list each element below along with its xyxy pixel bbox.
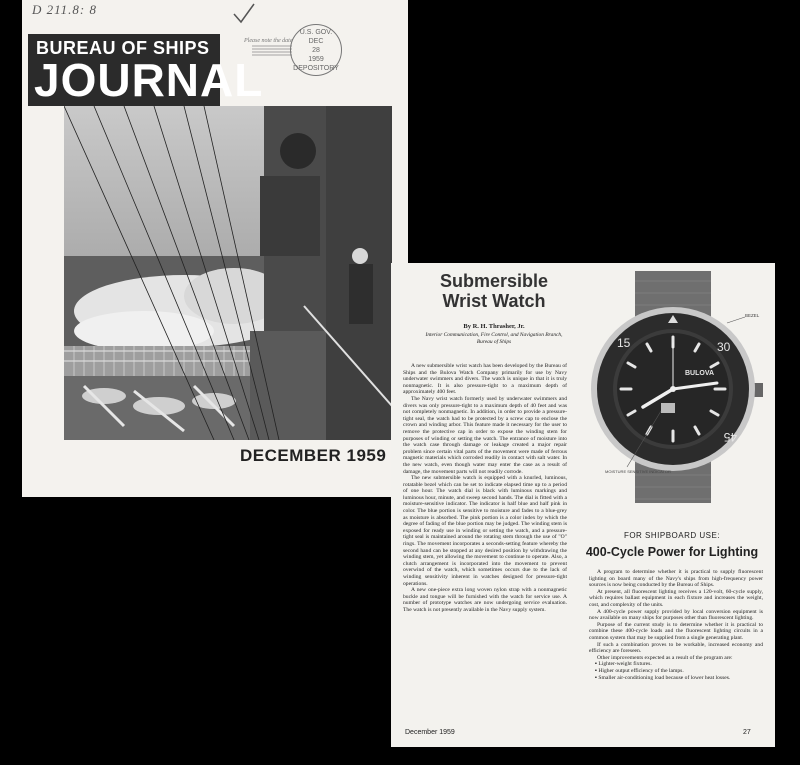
article-byline: By R. H. Thrasher, Jr. <box>463 323 525 330</box>
postmark-line: DEPOSITORY <box>293 64 339 72</box>
list-item: ▪ Lighter-weight fixtures. <box>595 661 763 668</box>
please-note: Please note the date <box>244 38 293 44</box>
section-paragraph: If such a combination proves to be workable, increased economy and efficiency are foreseen. <box>589 641 763 655</box>
section-paragraph: At present, all fluorescent lighting receives a 120-volt, 60-cycle supply, which requires ballast equipment in each fixture and increases the weight, cost, and complexity of the units. <box>589 588 763 608</box>
section-paragraph: Other improvements expected as a result of the program are: <box>597 654 733 661</box>
section-title: 400-Cycle Power for Lighting <box>585 545 759 559</box>
bezel-30: 30 <box>717 340 731 354</box>
journal-cover <box>22 0 408 497</box>
bezel-label: BEZEL <box>745 313 760 318</box>
article-paragraph: A new one-piece extra long woven nylon strap with a nonmagnetic buckle and tongue will be furnished with the watch for service use. A number of prototype watches are now undergoing service evaluation. The watch is not presently available in the Navy supply system. <box>403 587 567 613</box>
postmark-line: DEC <box>308 37 324 45</box>
postmark-line: 1959 <box>308 55 324 63</box>
postmark-stamp <box>290 24 342 76</box>
masthead-line2: JOURNAL <box>34 54 264 106</box>
improvement-list <box>589 661 763 681</box>
masthead <box>28 34 264 106</box>
list-item: ▪ Smaller air-conditioning load because of lower heat losses. <box>595 675 763 682</box>
postmark-line: U.S. GOV. <box>299 28 333 36</box>
page-number: 27 <box>743 729 751 736</box>
article-body <box>403 363 567 614</box>
masthead-line1: BUREAU OF SHIPS <box>36 38 210 58</box>
article-affiliation: Interior Communication, Fire Control, and Navigation Branch, Bureau of Ships <box>425 332 563 345</box>
article-title: Submersible Wrist Watch <box>439 271 549 311</box>
section-paragraph: Purpose of the current study is to determine whether it is practical to combine these 400-cycle loads and the fluorescent lighting circuits in a common system that may be supplied from a single generating plant. <box>589 621 763 641</box>
watch-figure <box>577 271 769 503</box>
article-paragraph: The Navy wrist watch formerly used by underwater swimmers and divers was only pressure-tight to a maximum depth of 40 feet and was not completely nonmagnetic. In addition, in order to provide a pressure-tight seal, the watch had to be protected by a screw cap to enclose the crown and winding arbor. This feature made it necessary for the user to remove the protective cap in order to expose the winding stem for purposes of winding or setting the watch. The entrance of moisture into the watch case through damage or leakage created a major repair problem since certain vital parts of the movement were made of ferrous magnetic materials which corroded readily in contact with salt water. In the new watch, even though water may enter the case as a result of damage, the movement parts will not readily corrode. <box>403 395 567 475</box>
indicator-label: MOISTURE SENSITIVE INDICATOR <box>605 469 671 474</box>
page-footer-date: December 1959 <box>405 729 455 736</box>
section-body <box>589 569 763 681</box>
cover-photo-ship-deck <box>64 106 392 440</box>
list-item: ▪ Higher output efficiency of the lamps. <box>595 668 763 675</box>
section-kicker: FOR SHIPBOARD USE: <box>623 531 721 540</box>
check-mark-icon <box>232 2 256 24</box>
article-paragraph: A new submersible wrist watch has been developed by the Bureau of Ships and the Bulova Watch Company primarily for use by Navy underwater swimmers and divers. The watch is unique in that it is truly nonmagnetic. It is also pressure-tight to a maximum depth of approximately 400 feet. <box>403 363 567 396</box>
bezel-15: 15 <box>617 336 631 350</box>
section-paragraph: A program to determine whether it is practical to supply fluorescent lighting on board many of the Navy's ships from high-frequency power sources is now being conducted by the Bureau of Ships. <box>589 569 763 589</box>
bezel-45: 45 <box>723 430 737 444</box>
article-page <box>391 263 775 747</box>
article-paragraph: The new submersible watch is equipped with a knurled, luminous, rotatable bezel which can be set to indicate elapsed time up to a period of one hour. The watch dial is black with luminous markings and luminous hour, minute, and sweep second hands. The dial is fitted with a moisture-sensitive indicator. The indicator is half blue and half pink in color. The blue portion is sensitive to moisture and fades to a blue-grey as moisture is absorbed. The pink portion is a color index by which the degree of fading of the blue portion may be judged. The winding stem is exposed for ready use in winding or setting the watch, and a pressure-tight seal is maintained around the rotating stem through the use of "O" rings. The movement incorporates a seconds-setting feature whereby the second hand can be stopped at any desired position by withdrawing the winding stem, yet allowing the movement to continue to operate. Also, a clutch arrangement is incorporated into the movement to prevent overwind of the watch, which sometimes occurs due to the lack of winding sensitivity inherent in watches designed for pressure-tight operations. <box>403 475 567 587</box>
handwritten-code: D 211.8: 8 <box>32 2 98 17</box>
postmark-line: 28 <box>312 46 320 54</box>
section-paragraph: A 400-cycle power supply provided by local conversion equipment is now available on many ships for purposes other than fluorescent lighting. <box>589 608 763 622</box>
watch-brand: BULOVA <box>685 370 715 377</box>
cover-issue-date: DECEMBER 1959 <box>240 446 387 465</box>
